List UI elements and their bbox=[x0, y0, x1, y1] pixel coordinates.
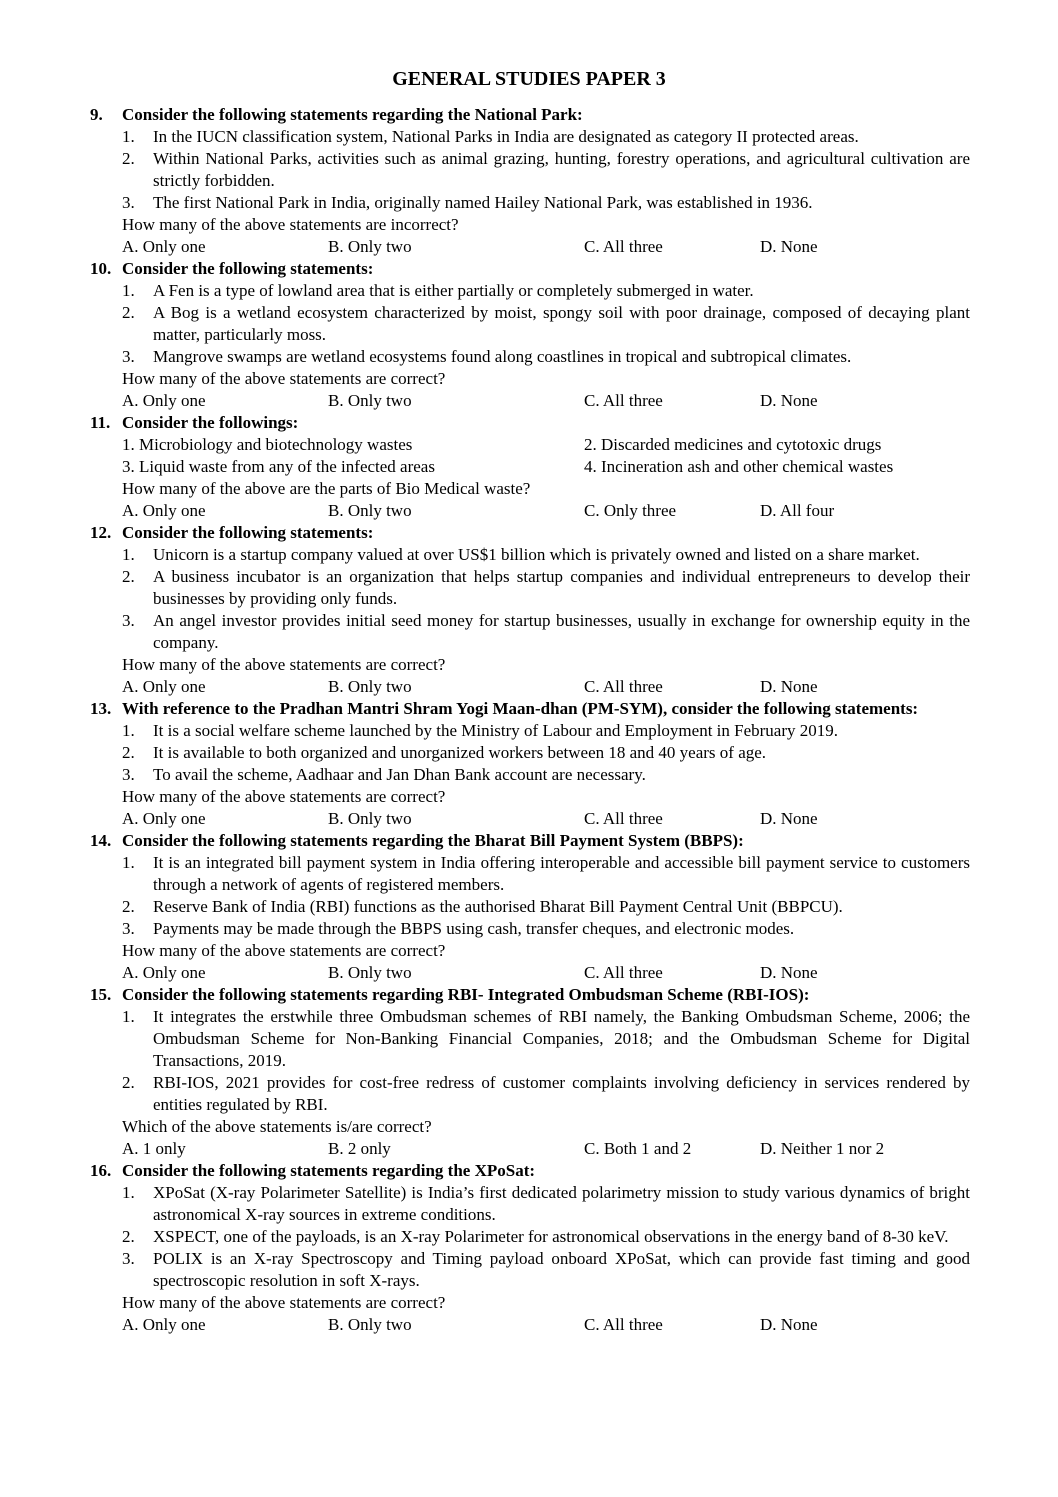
statement bbox=[90, 764, 970, 786]
statement-text: XSPECT, one of the payloads, is an X-ray Polarimeter for astronomical observations in the energy band of 8-30 keV. bbox=[153, 1227, 949, 1246]
statement bbox=[90, 148, 970, 192]
statement-number: 2. bbox=[122, 1227, 135, 1246]
statement-text: A Bog is a wetland ecosystem characterized by moist, spongy soil with poor drainage, composed of decaying plant matter, particularly moss. bbox=[153, 303, 970, 344]
answer-options bbox=[90, 236, 970, 258]
question-number: 12. bbox=[90, 523, 112, 542]
statement bbox=[90, 280, 970, 302]
statement bbox=[90, 918, 970, 940]
answer-options bbox=[90, 1314, 970, 1336]
statement-number: 3. bbox=[122, 1249, 135, 1268]
statement-text: It is an integrated bill payment system in India offering interoperable and accessible bill payment service to customers through a network of agents of registered members. bbox=[153, 853, 970, 894]
question-heading bbox=[90, 830, 970, 852]
list-item: 4. Incineration ash and other chemical wastes bbox=[584, 457, 894, 476]
answer-option: B. Only two bbox=[328, 391, 412, 410]
list-item: 1. Microbiology and biotechnology wastes bbox=[122, 435, 413, 454]
statement bbox=[90, 742, 970, 764]
answer-options bbox=[90, 962, 970, 984]
answer-options bbox=[90, 1138, 970, 1160]
statement-text: It is a social welfare scheme launched by the Ministry of Labour and Employment in February 2019. bbox=[153, 721, 839, 740]
statement-text: RBI-IOS, 2021 provides for cost-free redress of customer complaints involving deficiency in services rendered by entities regulated by RBI. bbox=[153, 1073, 970, 1114]
answer-option: C. All three bbox=[584, 1315, 663, 1334]
statement-number: 2. bbox=[122, 567, 135, 586]
question-text: Consider the following statements regarding the Bharat Bill Payment System (BBPS): bbox=[122, 831, 744, 850]
statement-number: 1. bbox=[122, 1183, 135, 1202]
question-prompt: How many of the above statements are correct? bbox=[122, 1293, 446, 1312]
statement-number: 3. bbox=[122, 919, 135, 938]
answer-options bbox=[90, 808, 970, 830]
answer-options bbox=[90, 390, 970, 412]
statement-text: Unicorn is a startup company valued at over US$1 billion which is privately owned and listed on a share market. bbox=[153, 545, 920, 564]
answer-option: A. Only one bbox=[122, 677, 206, 696]
question-block bbox=[90, 522, 970, 698]
question-heading bbox=[90, 104, 970, 126]
question-prompt: How many of the above statements are incorrect? bbox=[122, 215, 459, 234]
answer-option: C. Only three bbox=[584, 501, 677, 520]
statement-number: 1. bbox=[122, 281, 135, 300]
statement bbox=[90, 192, 970, 214]
statement-text: It integrates the erstwhile three Ombudsman schemes of RBI namely, the Banking Ombudsman Scheme, 2006; the Ombudsman Scheme for Non-Banking Financial Companies, 2018; and the Ombudsman Scheme for Digital Transactions, 2019. bbox=[153, 1007, 970, 1070]
answer-option: D. None bbox=[760, 809, 818, 828]
statement bbox=[90, 1226, 970, 1248]
answer-option: C. All three bbox=[584, 237, 663, 256]
question-block bbox=[90, 412, 970, 522]
question-text: Consider the following statements regarding the XPoSat: bbox=[122, 1161, 536, 1180]
question-number: 15. bbox=[90, 985, 112, 1004]
statement bbox=[90, 852, 970, 896]
statement bbox=[90, 544, 970, 566]
question-number: 16. bbox=[90, 1161, 112, 1180]
statement-number: 2. bbox=[122, 303, 135, 322]
statement-text: A business incubator is an organization that helps startup companies and individual entrepreneurs to develop their businesses by providing only funds. bbox=[153, 567, 970, 608]
question-prompt: How many of the above are the parts of Bio Medical waste? bbox=[122, 479, 531, 498]
statement-text: Reserve Bank of India (RBI) functions as the authorised Bharat Bill Payment Central Unit (BBPCU). bbox=[153, 897, 843, 916]
question-prompt: How many of the above statements are correct? bbox=[122, 655, 446, 674]
statement bbox=[90, 566, 970, 610]
answer-option: A. Only one bbox=[122, 963, 206, 982]
question-block bbox=[90, 104, 970, 258]
question-list bbox=[90, 104, 970, 1336]
statement bbox=[90, 1182, 970, 1226]
question-prompt: How many of the above statements are correct? bbox=[122, 787, 446, 806]
statement-text: In the IUCN classification system, National Parks in India are designated as category II protected areas. bbox=[153, 127, 859, 146]
answer-option: C. All three bbox=[584, 809, 663, 828]
question-block bbox=[90, 258, 970, 412]
question-heading bbox=[90, 412, 970, 434]
question-heading bbox=[90, 1160, 970, 1182]
page-title: GENERAL STUDIES PAPER 3 bbox=[392, 68, 666, 90]
answer-option: D. None bbox=[760, 391, 818, 410]
answer-options bbox=[90, 500, 970, 522]
answer-option: D. None bbox=[760, 677, 818, 696]
answer-option: C. Both 1 and 2 bbox=[584, 1139, 692, 1158]
answer-option: B. Only two bbox=[328, 963, 412, 982]
list-item: 2. Discarded medicines and cytotoxic drugs bbox=[584, 435, 882, 454]
question-block bbox=[90, 830, 970, 984]
answer-option: B. Only two bbox=[328, 1315, 412, 1334]
answer-option: C. All three bbox=[584, 677, 663, 696]
question-number: 11. bbox=[90, 413, 111, 432]
question-number: 10. bbox=[90, 259, 112, 278]
answer-option: D. None bbox=[760, 237, 818, 256]
statement bbox=[90, 302, 970, 346]
statement bbox=[90, 1072, 970, 1116]
question-prompt: How many of the above statements are correct? bbox=[122, 369, 446, 388]
question-heading bbox=[90, 258, 970, 280]
statement-number: 2. bbox=[122, 897, 135, 916]
statement-number: 3. bbox=[122, 611, 135, 630]
answer-option: D. None bbox=[760, 963, 818, 982]
question-text: Consider the following statements regarding RBI- Integrated Ombudsman Scheme (RBI-IOS): bbox=[122, 985, 810, 1004]
statement-number: 1. bbox=[122, 127, 135, 146]
statement-number: 2. bbox=[122, 149, 135, 168]
answer-option: B. 2 only bbox=[328, 1139, 391, 1158]
question-number: 9. bbox=[90, 105, 103, 124]
statement-text: A Fen is a type of lowland area that is either partially or completely submerged in water. bbox=[153, 281, 754, 300]
answer-option: A. Only one bbox=[122, 237, 206, 256]
statement-text: The first National Park in India, originally named Hailey National Park, was established in 1936. bbox=[153, 193, 813, 212]
statement-number: 2. bbox=[122, 743, 135, 762]
statement-number: 1. bbox=[122, 1007, 135, 1026]
question-prompt: Which of the above statements is/are correct? bbox=[122, 1117, 432, 1136]
question-text: Consider the followings: bbox=[122, 413, 299, 432]
answer-option: B. Only two bbox=[328, 237, 412, 256]
question-text: Consider the following statements: bbox=[122, 259, 374, 278]
statement-text: To avail the scheme, Aadhaar and Jan Dhan Bank account are necessary. bbox=[153, 765, 646, 784]
statement-number: 3. bbox=[122, 193, 135, 212]
statement-number: 3. bbox=[122, 347, 135, 366]
statement-number: 3. bbox=[122, 765, 135, 784]
answer-option: C. All three bbox=[584, 963, 663, 982]
statement bbox=[90, 1248, 970, 1292]
answer-option: A. Only one bbox=[122, 501, 206, 520]
statement-text: Payments may be made through the BBPS using cash, transfer cheques, and electronic modes. bbox=[153, 919, 795, 938]
statement-number: 1. bbox=[122, 721, 135, 740]
list-item: 3. Liquid waste from any of the infected areas bbox=[122, 457, 435, 476]
statement bbox=[90, 720, 970, 742]
question-block bbox=[90, 698, 970, 830]
question-heading bbox=[90, 522, 970, 544]
answer-option: B. Only two bbox=[328, 501, 412, 520]
question-text: Consider the following statements: bbox=[122, 523, 374, 542]
statement-text: Within National Parks, activities such as animal grazing, hunting, forestry operations, and agricultural cultivation are strictly forbidden. bbox=[153, 149, 970, 190]
question-block bbox=[90, 984, 970, 1160]
answer-option: C. All three bbox=[584, 391, 663, 410]
statement-text: An angel investor provides initial seed money for startup businesses, usually in exchange for ownership equity in the company. bbox=[153, 611, 970, 652]
question-number: 13. bbox=[90, 699, 112, 718]
question-prompt: How many of the above statements are correct? bbox=[122, 941, 446, 960]
answer-option: A. Only one bbox=[122, 391, 206, 410]
statement bbox=[90, 1006, 970, 1072]
statement bbox=[90, 896, 970, 918]
question-heading bbox=[90, 984, 970, 1006]
answer-options bbox=[90, 676, 970, 698]
question-block bbox=[90, 1160, 970, 1336]
statement-text: XPoSat (X-ray Polarimeter Satellite) is India’s first dedicated polarimetry mission to study various dynamics of bright astronomical X-ray sources in extreme conditions. bbox=[153, 1183, 970, 1224]
question-text: Consider the following statements regarding the National Park: bbox=[122, 105, 583, 124]
question-heading bbox=[90, 698, 970, 720]
answer-option: D. None bbox=[760, 1315, 818, 1334]
item-row bbox=[90, 434, 970, 456]
answer-option: D. Neither 1 nor 2 bbox=[760, 1139, 885, 1158]
statement bbox=[90, 346, 970, 368]
question-text: With reference to the Pradhan Mantri Shram Yogi Maan-dhan (PM-SYM), consider the following statements: bbox=[122, 699, 919, 718]
statement bbox=[90, 126, 970, 148]
statement-text: POLIX is an X-ray Spectroscopy and Timing payload onboard XPoSat, which can provide fast timing and good spectroscopic resolution in soft X-rays. bbox=[153, 1249, 970, 1290]
question-number: 14. bbox=[90, 831, 112, 850]
answer-option: A. Only one bbox=[122, 809, 206, 828]
answer-option: D. All four bbox=[760, 501, 835, 520]
statement-number: 1. bbox=[122, 545, 135, 564]
statement-text: Mangrove swamps are wetland ecosystems found along coastlines in tropical and subtropical climates. bbox=[153, 347, 852, 366]
item-row bbox=[90, 456, 970, 478]
statement-number: 2. bbox=[122, 1073, 135, 1092]
answer-option: A. 1 only bbox=[122, 1139, 186, 1158]
answer-option: B. Only two bbox=[328, 809, 412, 828]
answer-option: B. Only two bbox=[328, 677, 412, 696]
statement-number: 1. bbox=[122, 853, 135, 872]
statement bbox=[90, 610, 970, 654]
answer-option: A. Only one bbox=[122, 1315, 206, 1334]
statement-text: It is available to both organized and unorganized workers between 18 and 40 years of age. bbox=[153, 743, 767, 762]
